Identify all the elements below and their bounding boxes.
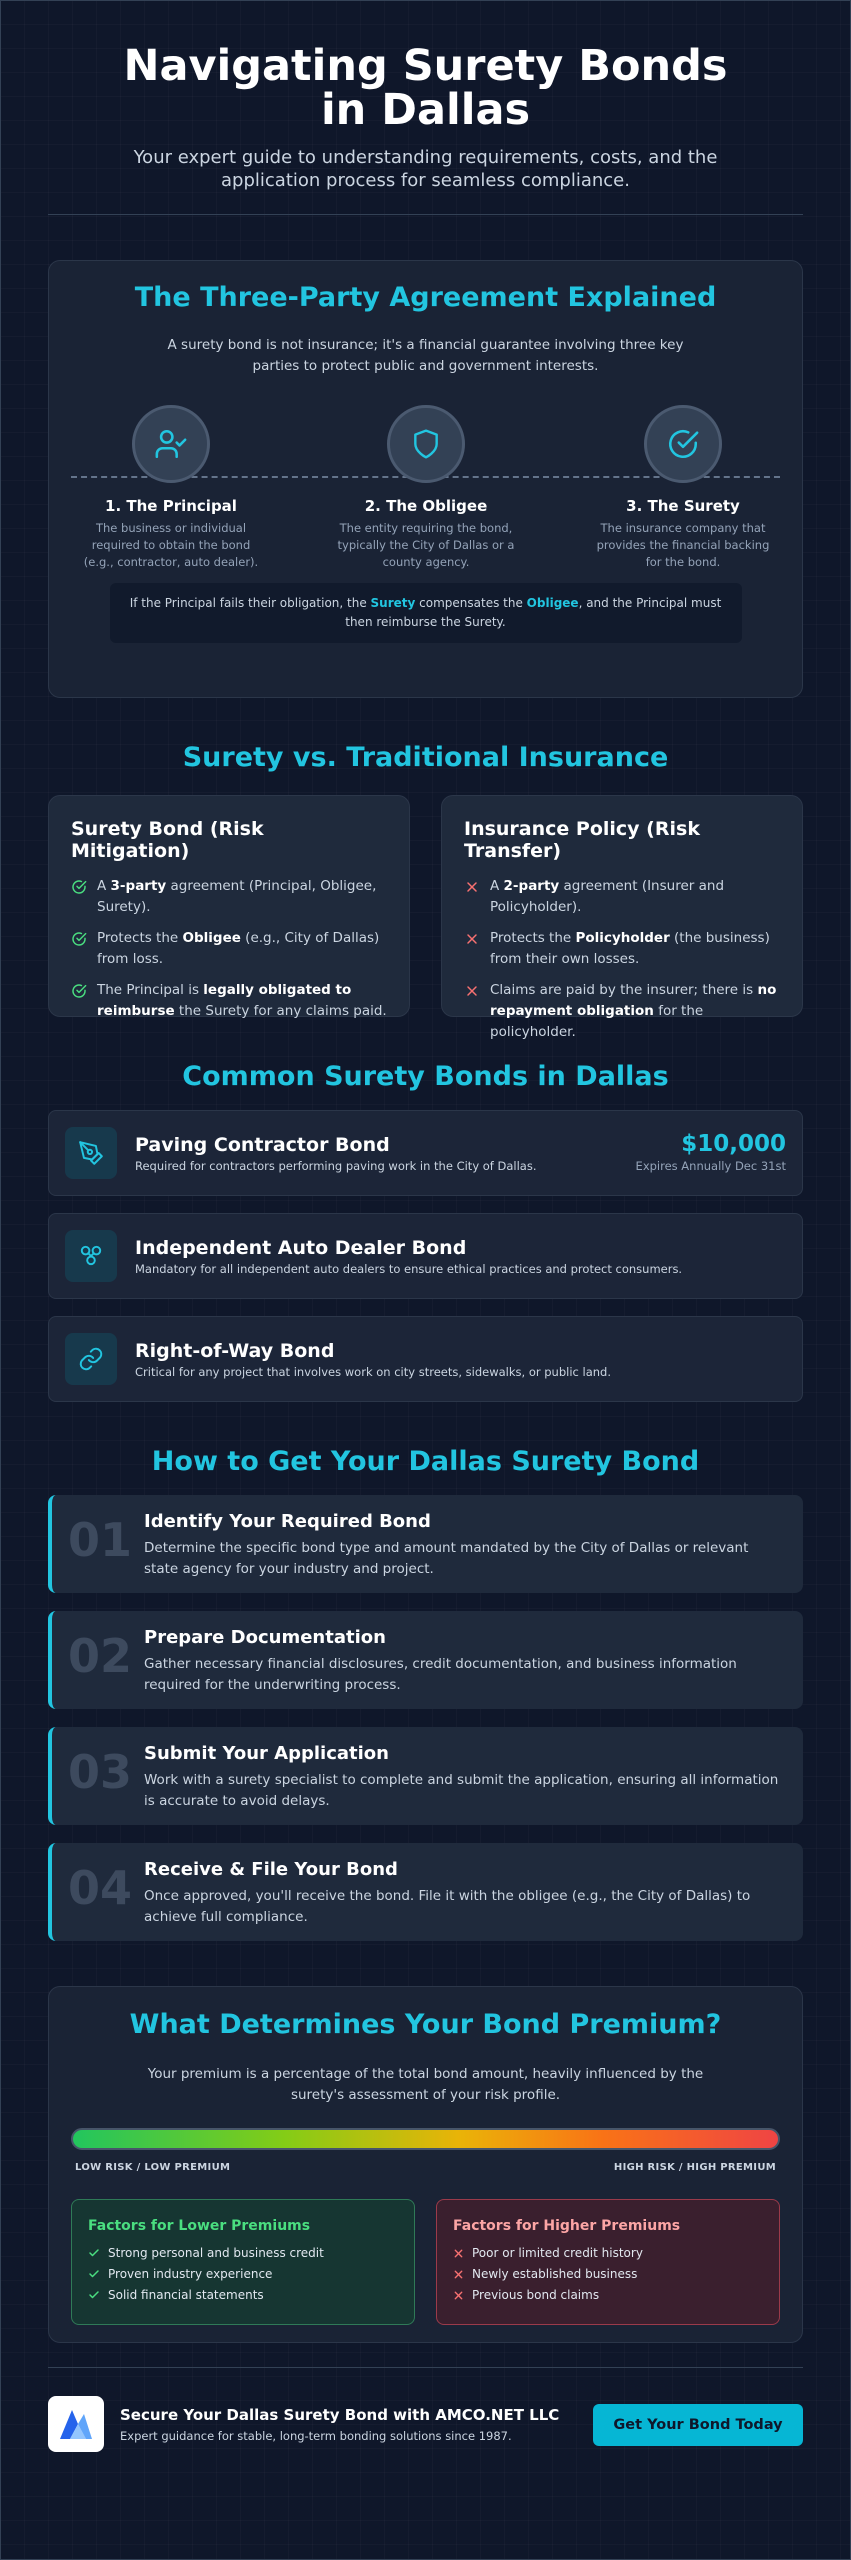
step-desc: Determine the specific bond type and amount mandated by the City of Dallas or relevant state agency for your industry and project.: [144, 1540, 749, 1577]
step-number: 02: [68, 1629, 133, 1683]
lower-factors-heading: Factors for Lower Premiums: [88, 2218, 311, 2234]
premium-title: What Determines Your Bond Premium?: [129, 2009, 722, 2040]
bond-text: [135, 1237, 682, 1276]
list-item: Previous bond claims: [453, 2288, 763, 2302]
divider: [48, 214, 803, 215]
note-text: compensates the: [415, 596, 527, 610]
risk-bar-labels: [71, 2162, 780, 2173]
bonds-title: Common Surety Bonds in Dallas: [182, 1061, 669, 1092]
bond-card-right-of-way[interactable]: [48, 1316, 803, 1402]
comparison-row: [48, 795, 803, 1040]
party-desc: The entity requiring the bond, typically the City of Dallas or a county agency.: [337, 521, 515, 569]
factors-row: [71, 2199, 780, 2325]
surety-list: [71, 876, 387, 1022]
check-icon: [88, 2247, 100, 2259]
bond-expiry: Expires Annually Dec 31st: [635, 1159, 786, 1173]
bond-desc: Required for contractors performing paving work in the City of Dallas.: [135, 1158, 537, 1173]
party-name: 1. The Principal: [105, 497, 237, 515]
bond-text: [135, 1134, 537, 1173]
insurance-list: [464, 876, 780, 1043]
bond-desc: Mandatory for all independent auto dealers to ensure ethical practices and protect consumers.: [135, 1261, 683, 1276]
three-party-card: [48, 260, 803, 698]
note-surety: Surety: [370, 596, 416, 610]
list-item: Protects the Policyholder (the business) from their own losses.: [464, 928, 780, 970]
page: [48, 0, 803, 2452]
link-icon: [65, 1333, 117, 1385]
party-name: 2. The Obligee: [364, 497, 488, 515]
bond-name: Right-of-Way Bond: [135, 1339, 335, 1362]
step-number: 01: [68, 1513, 133, 1567]
bond-desc: Critical for any project that involves work on city streets, sidewalks, or public land.: [135, 1364, 611, 1379]
footer-divider: [48, 2367, 803, 2368]
step-title: Submit Your Application: [144, 1743, 389, 1764]
hero: [48, 0, 803, 192]
list-item: The Principal is legally obligated to reimburse the Surety for any claims paid.: [71, 980, 387, 1022]
lower-factors-list: [88, 2246, 398, 2302]
party-desc: The business or individual required to obtain the bond (e.g., contractor, auto dealer).: [83, 521, 259, 569]
list-item: Proven industry experience: [88, 2267, 398, 2281]
step-title: Prepare Documentation: [144, 1627, 386, 1648]
higher-premium-factors: [436, 2199, 780, 2325]
step-desc: Work with a surety specialist to complete and submit the application, ensuring all information is accurate to avoid delays.: [144, 1772, 779, 1809]
party-surety: [583, 405, 783, 571]
note-text: If the Principal fails their obligation, the: [129, 596, 371, 610]
step-number: 03: [68, 1745, 133, 1799]
parties-row: [49, 405, 802, 575]
shield-icon: [387, 405, 465, 483]
higher-factors-heading: Factors for Higher Premiums: [453, 2218, 681, 2234]
risk-gradient-bar: [71, 2128, 780, 2150]
list-item: A 3-party agreement (Principal, Obligee, Surety).: [71, 876, 387, 918]
party-desc: The insurance company that provides the financial backing for the bond.: [596, 521, 770, 569]
step-desc: Gather necessary financial disclosures, credit documentation, and business information required for the underwriting process.: [144, 1656, 737, 1693]
step-title: Receive & File Your Bond: [144, 1859, 398, 1880]
list-item: Solid financial statements: [88, 2288, 398, 2302]
check-circle-icon: [71, 931, 87, 947]
footer-subtitle: Expert guidance for stable, long-term bonding solutions since 1987.: [120, 2428, 512, 2443]
check-icon: [88, 2289, 100, 2301]
bond-card-paving[interactable]: [48, 1110, 803, 1196]
step-card: [48, 1611, 803, 1709]
x-icon: [453, 2290, 464, 2301]
list-item: Protects the Obligee (e.g., City of Dallas) from loss.: [71, 928, 387, 970]
bond-name: Independent Auto Dealer Bond: [135, 1236, 467, 1259]
list-item: A 2-party agreement (Insurer and Policyholder).: [464, 876, 780, 918]
pen-tool-icon: [65, 1127, 117, 1179]
surety-bond-card: [48, 795, 410, 1017]
bond-card-auto-dealer[interactable]: [48, 1213, 803, 1299]
low-risk-label: LOW RISK / LOW PREMIUM: [75, 2162, 231, 2173]
step-card: [48, 1727, 803, 1825]
higher-factors-list: [453, 2246, 763, 2302]
premium-card: [48, 1986, 803, 2343]
party-obligee: [326, 405, 526, 571]
get-your-bond-button[interactable]: Get Your Bond Today: [593, 2404, 803, 2446]
bond-text: [135, 1340, 611, 1379]
check-circle-icon: [71, 879, 87, 895]
step-title: Identify Your Required Bond: [144, 1511, 431, 1532]
list-item: Newly established business: [453, 2267, 763, 2281]
footer-title: Secure Your Dallas Surety Bond with AMCO.NET LLC: [120, 2405, 560, 2424]
page-title: Navigating Surety Bonds in Dallas: [123, 41, 728, 135]
step-number: 04: [68, 1861, 133, 1915]
three-party-title: The Three-Party Agreement Explained: [134, 282, 717, 313]
surety-heading: Surety Bond (Risk Mitigation): [71, 818, 264, 862]
x-icon: [453, 2269, 464, 2280]
check-circle-icon: [644, 405, 722, 483]
lower-premium-factors: [71, 2199, 415, 2325]
x-icon: [464, 931, 480, 947]
list-item: Strong personal and business credit: [88, 2246, 398, 2260]
steps-title: How to Get Your Dallas Surety Bond: [151, 1446, 700, 1477]
obligation-note: [110, 583, 742, 643]
check-icon: [88, 2268, 100, 2280]
comparison-title: Surety vs. Traditional Insurance: [182, 742, 669, 773]
bond-name: Paving Contractor Bond: [135, 1133, 390, 1156]
premium-intro: Your premium is a percentage of the total bond amount, heavily influenced by the surety's assessment of your risk profile.: [147, 2066, 704, 2103]
party-name: 3. The Surety: [626, 497, 740, 515]
insurance-policy-card: [441, 795, 803, 1040]
three-party-intro: A surety bond is not insurance; it's a financial guarantee involving three key parties to protect public and government interests.: [167, 337, 684, 374]
footer-text: [120, 2406, 559, 2443]
high-risk-label: HIGH RISK / HIGH PREMIUM: [613, 2162, 776, 2173]
step-desc: Once approved, you'll receive the bond. File it with the obligee (e.g., the City of Dallas) to achieve full compliance.: [144, 1888, 751, 1925]
note-obligee: Obligee: [526, 596, 579, 610]
party-principal: [71, 405, 271, 571]
x-icon: [453, 2248, 464, 2259]
list-item: Claims are paid by the insurer; there is no repayment obligation for the policyholder.: [464, 980, 780, 1043]
user-check-icon: [132, 405, 210, 483]
check-circle-icon: [71, 983, 87, 999]
footer: [48, 2396, 803, 2452]
x-icon: [464, 983, 480, 999]
x-icon: [464, 879, 480, 895]
note-text: , and the Principal must then reimburse the Surety.: [345, 596, 722, 629]
car-keys-icon: [65, 1230, 117, 1282]
bond-amount: $10,000: [681, 1131, 786, 1157]
step-card: [48, 1495, 803, 1593]
step-card: [48, 1843, 803, 1941]
bond-amount-block: [636, 1131, 786, 1173]
insurance-heading: Insurance Policy (Risk Transfer): [464, 818, 700, 862]
list-item: Poor or limited credit history: [453, 2246, 763, 2260]
amco-logo-icon: [48, 2396, 104, 2452]
page-subtitle: Your expert guide to understanding requirements, costs, and the application process for seamless compliance.: [133, 147, 718, 191]
